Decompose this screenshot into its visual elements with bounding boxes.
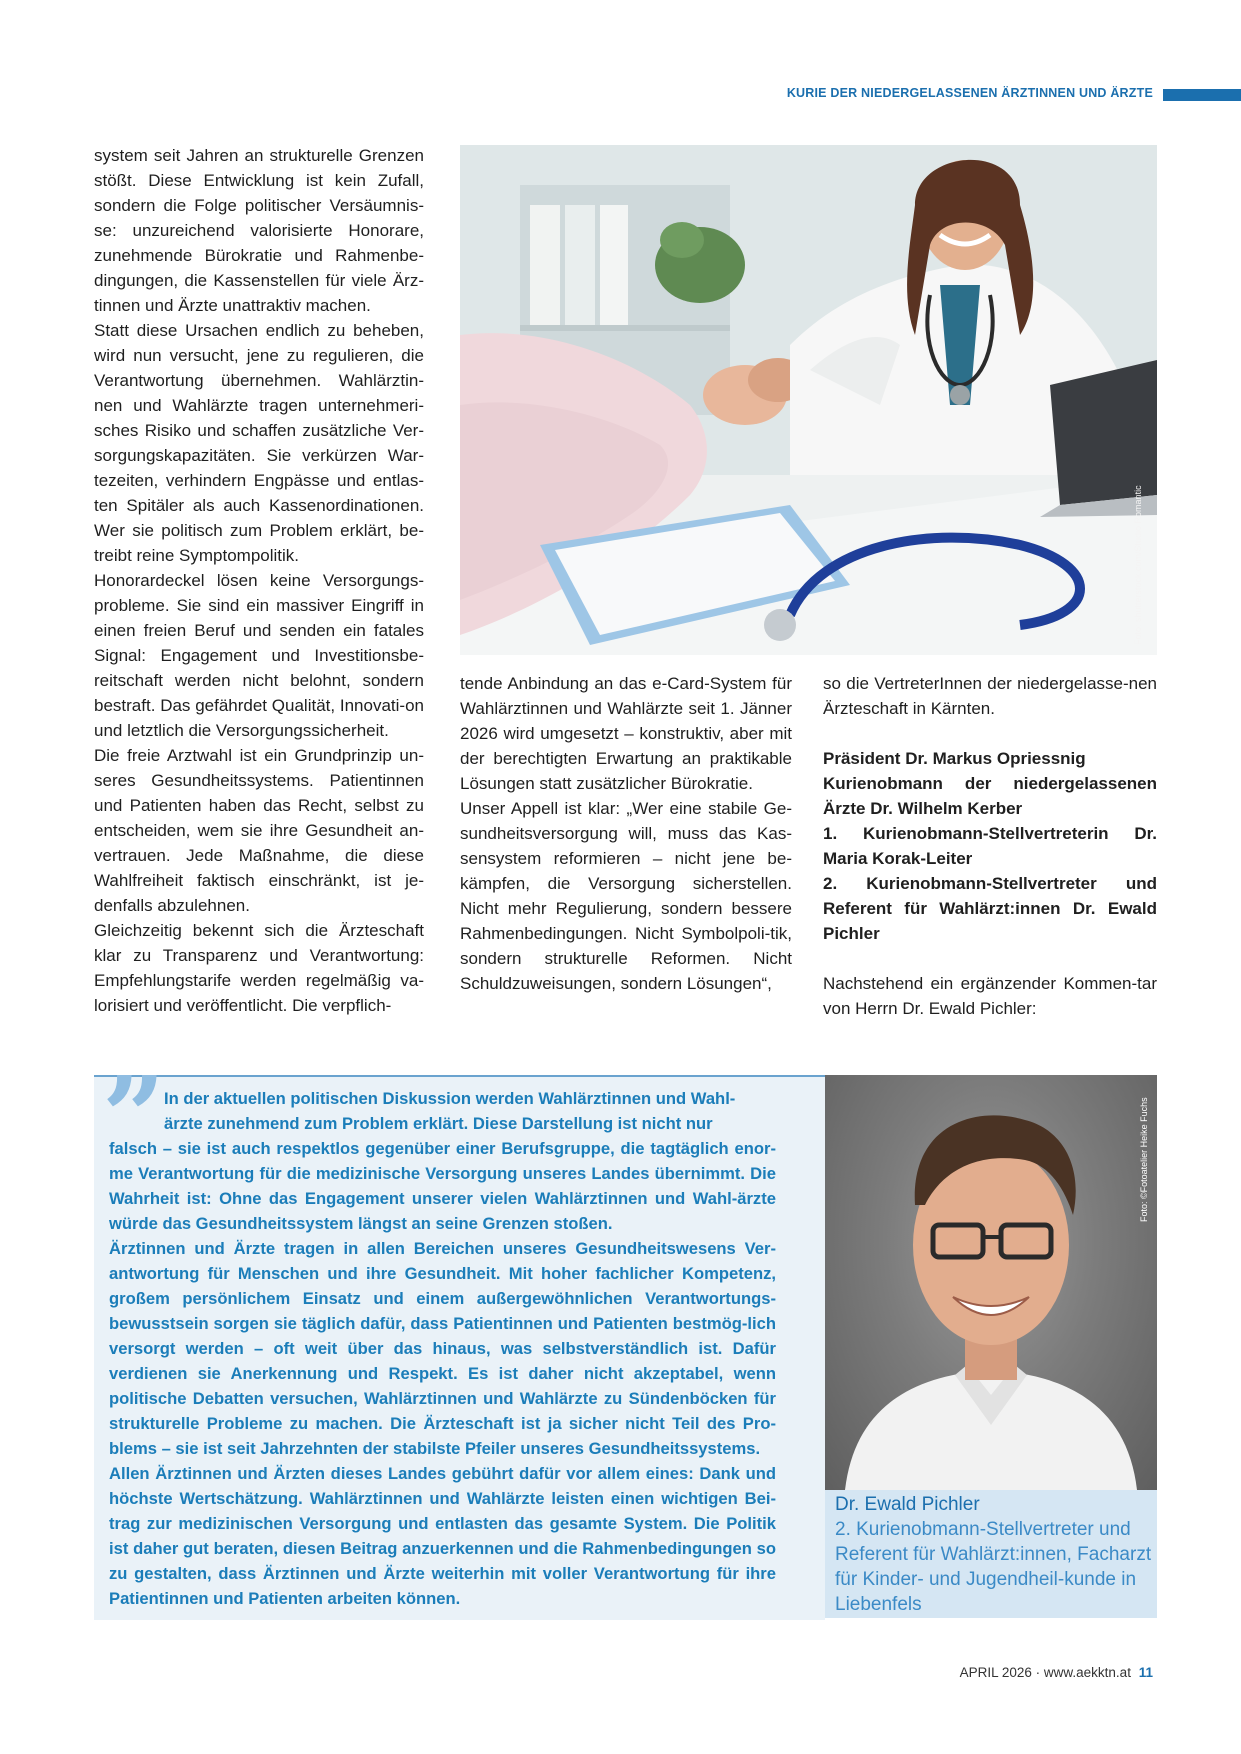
paragraph: Nachstehend ein ergänzender Kommen-tar von Herrn Dr. Ewald Pichler: [823,974,1157,1018]
signatory: Kurienobmann der niedergelassenen Ärzte Dr. Wilhelm Kerber [823,774,1157,818]
article-column-3 [823,671,1157,1021]
quote-mark-icon: ” [102,1052,166,1181]
caption-role: 2. Kurienobmann-Stellvertreter und Referent für Wahlärzt:innen, Facharzt für Kinder- und Jugendheil-kunde in Liebenfels [835,1519,1152,1615]
signatory: Präsident Dr. Markus Opriessnig [823,749,1086,768]
portrait-photo [825,1075,1157,1490]
footer-issue: APRIL 2026 · www.aekktn.at [959,1665,1131,1680]
doctor-handshake-photo [460,145,1157,655]
paragraph: Gleichzeitig bekennt sich die Ärzteschaft klar zu Transparenz und Verantwortung: Empfehlungstarife werden regelmäßig va-lorisiert und veröffentlicht. Die verpflich- [94,921,424,1015]
paragraph: Die freie Arztwahl ist ein Grundprinzip un-seres Gesundheitssystems. Patientinnen und Patienten haben das Recht, selbst zu entscheiden, wem sie ihre Gesundheit an-vertrauen. Jede Maßnahme, die diese Wahlfreiheit faktisch einschränkt, ist je-denfalls abzulehnen. [94,746,424,915]
article-column-1 [94,143,424,1018]
signatory: 1. Kurienobmann-Stellvertreterin Dr. Maria Korak-Leiter [823,824,1157,868]
page-footer [960,1665,1153,1680]
quote-paragraph: falsch – sie ist auch respektlos gegenüber einer Berufsgruppe, die tagtäglich enor-me Verantwortung für die medizinische Versorgung unseres Landes übernimmt. Die Wahrheit ist: Ohne das Engagement unserer vielen Wahlärztinnen und Wahl-ärzte würde das Gesundheitssystem längst an seine Grenzen stoßen. [109,1139,776,1233]
doctor-handshake-illustration [460,145,1157,655]
header-accent-bar [1163,89,1241,101]
caption-name: Dr. Ewald Pichler [835,1494,980,1515]
quote-second-line: ärzte zunehmend zum Problem erklärt. Diese Darstellung ist nicht nur [164,1114,713,1133]
portrait-caption [835,1492,1155,1617]
paragraph: system seit Jahren an strukturelle Grenzen stößt. Diese Entwicklung ist kein Zufall, sondern die Folge politischer Versäumnis-se: unzureichend valorisierte Honorare, zunehmende Bürokratie und Rahmenbe-dingungen, die Kassenstellen für viele Ärz-tinnen und Ärzte unattraktiv machen. [94,146,424,315]
paragraph: Statt diese Ursachen endlich zu beheben, wird nun versucht, jene zu regulieren, die Verantwortung übernehmen. Wahlärztin-nen und Wahlärzte tragen unternehmeri-sches Risiko und schaffen zusätzliche Ver-sorgungskapazitäten. Sie verkürzen War-tezeiten, verhindern Engpässe und entlas-ten Spitäler als auch Kassenordinationen. Wer sie politisch zum Problem erklärt, be-treibt reine Symptompolitik. [94,321,424,565]
paragraph: Honorardeckel lösen keine Versorgungs-probleme. Sie sind ein massiver Eingriff in einen freien Beruf und senden ein fatales Signal: Engagement und Investitionsbe-reitschaft werden nicht belohnt, sondern bestraft. Das gefährdet Qualität, Innovati-on und letztlich die Versorgungssicherheit. [94,571,424,740]
photo-credit: Foto: ©Fotoatelier Heike Fuchs [1139,1097,1149,1222]
paragraph: tende Anbindung an das e-Card-System für Wahlärztinnen und Wahlärzte seit 1. Jänner 2026 wird umgesetzt – konstruktiv, aber mit der berechtigten Erwartung an praktikable Lösungen statt zusätzlicher Bürokratie. [460,674,792,793]
photo-credit: Foto: shutterstock.com/Studio Romantic [1133,485,1143,645]
page-number: 11 [1138,1665,1153,1680]
paragraph: Unser Appell ist klar: „Wer eine stabile Ge-sundheitsversorgung will, muss das Kas-sensystem reformieren – nicht jene be-kämpfen, die Versorgung sicherstellen. Nicht mehr Regulierung, sondern bessere Rahmenbedingungen. Nicht Symbolpoli-tik, sondern strukturelle Reformen. Nicht Schuldzuweisungen, sondern Lösungen“, [460,799,792,993]
article-column-2 [460,671,792,996]
portrait-illustration [825,1075,1157,1490]
paragraph: so die VertreterInnen der niedergelasse-nen Ärzteschaft in Kärnten. [823,674,1157,718]
quote-paragraph: Ärztinnen und Ärzte tragen in allen Bereichen unseres Gesundheitswesens Ver-antwortung für Menschen und ihre Gesundheit. Mit hoher fachlicher Kompetenz, großem persönlichem Einsatz und einem außergewöhnlichen Verantwortungs-bewusstsein sorgen sie täglich dafür, dass Patientinnen und Patienten bestmög-lich versorgt werden – oft weit über das hinaus, was selbstverständlich ist. Dafür verdienen sie Anerkennung und Respekt. Es ist daher nicht akzeptabel, wenn politische Debatten versuchen, Wahlärztinnen und Wahlärzte zu Sündenböcken für strukturelle Probleme zu machen. Die Ärzteschaft ist ja sicher nicht Teil des Pro-blems – sie ist seit Jahrzehnten der stabilste Pfeiler unseres Gesundheitssystems. [109,1239,776,1458]
section-header: KURIE DER NIEDERGELASSENEN ÄRZTINNEN UND ÄRZTE [786,86,1153,100]
signatory: 2. Kurienobmann-Stellvertreter und Referent für Wahlärzt:innen Dr. Ewald Pichler [823,874,1157,943]
quote-paragraph: Allen Ärztinnen und Ärzten dieses Landes gebührt dafür vor allem eines: Dank und höchste Wertschätzung. Wahlärztinnen und Wahlärzte leisten einen wichtigen Bei-trag zur medizinischen Versorgung und entlasten das gesamte System. Die Politik ist daher gut beraten, diesen Beitrag anzuerkennen und die Rahmenbedingungen so zu gestalten, dass Ärztinnen und Ärzte weiterhin mit voller Verantwortung für ihre Patientinnen und Patienten arbeiten können. [109,1464,776,1608]
quote-first-line: In der aktuellen politischen Diskussion werden Wahlärztinnen und Wahl- [164,1089,736,1108]
quote-text [109,1086,776,1611]
